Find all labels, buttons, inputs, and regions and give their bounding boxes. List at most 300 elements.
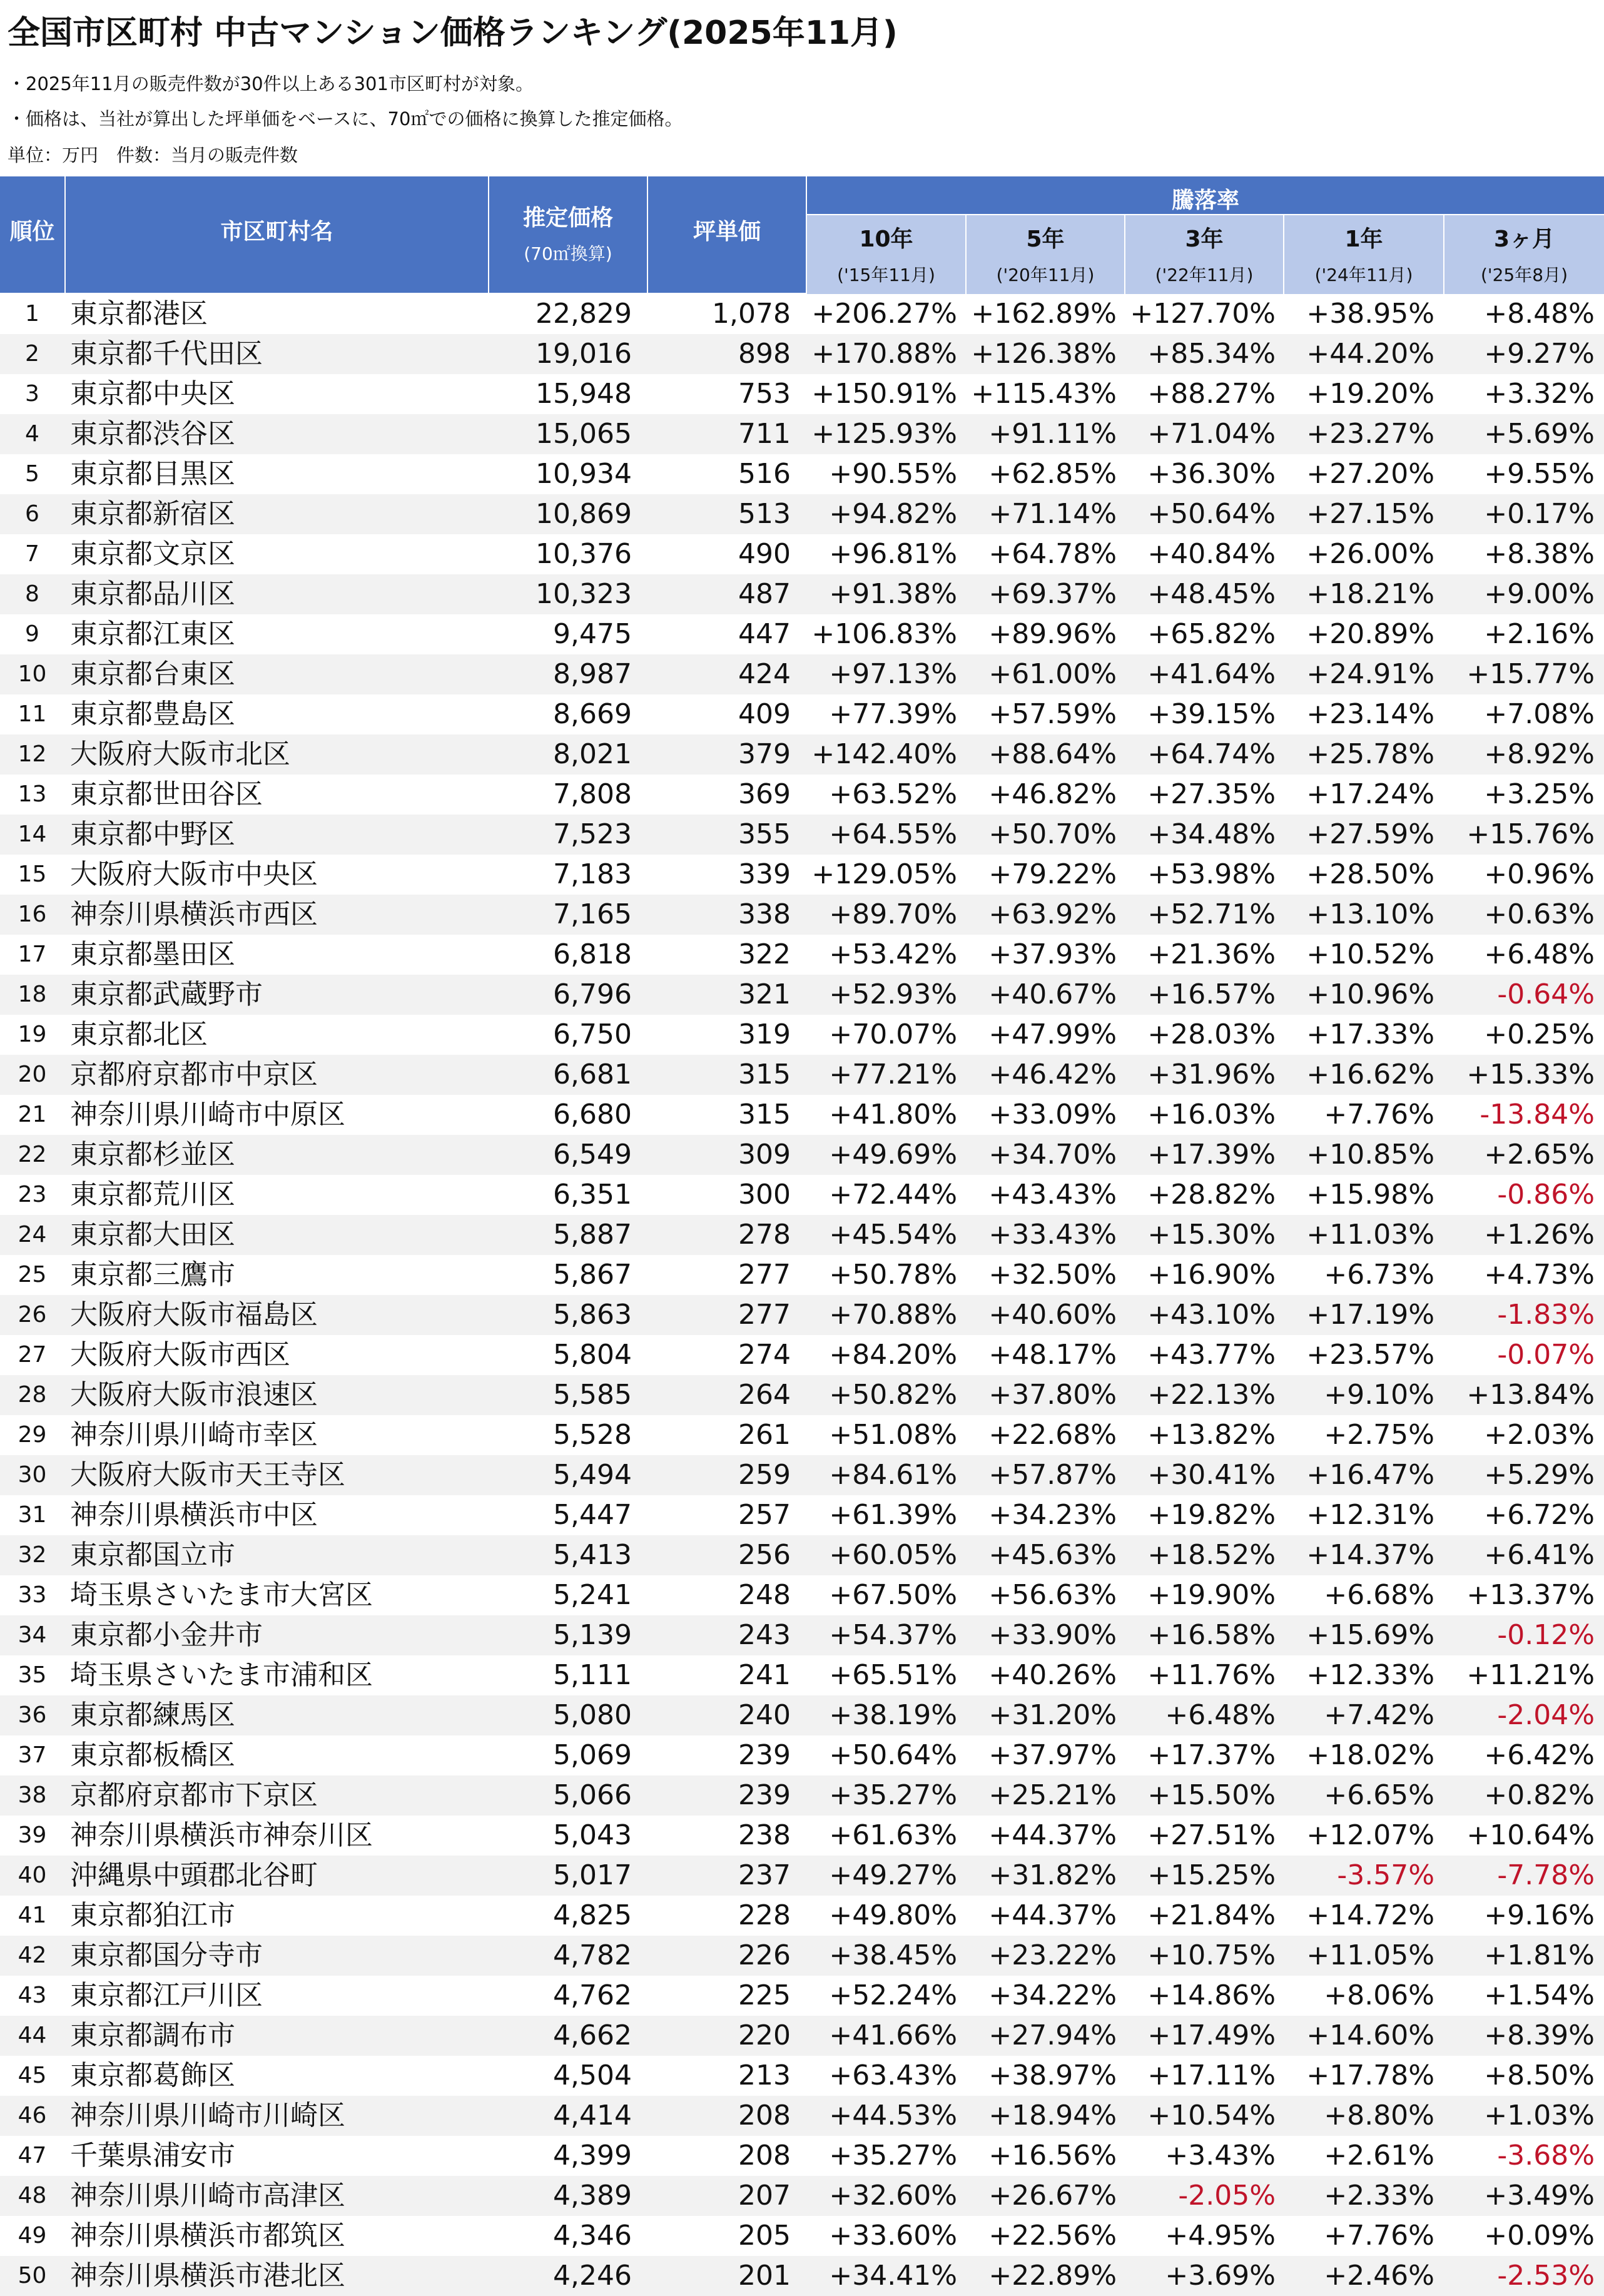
table-row — [0, 1775, 1604, 1816]
rank-cell: 10 — [18, 661, 47, 687]
change-10y-cell: +33.60% — [829, 2220, 957, 2252]
change-3m-cell: +0.96% — [1484, 858, 1595, 890]
change-3y-cell: +10.54% — [1147, 2100, 1276, 2131]
tsubo-price-cell: 322 — [738, 938, 791, 970]
period-sublabel: ('15年11月) — [837, 265, 935, 285]
change-3y-cell: +16.57% — [1147, 978, 1276, 1010]
tsubo-price-cell: 228 — [738, 1899, 791, 1931]
table-row — [0, 574, 1604, 614]
tsubo-price-cell: 261 — [738, 1419, 791, 1451]
rank-cell: 47 — [18, 2143, 47, 2168]
change-3m-cell: -0.64% — [1497, 978, 1595, 1010]
tsubo-price-cell: 338 — [738, 898, 791, 930]
change-5y-cell: +46.82% — [988, 778, 1117, 810]
change-5y-cell: +40.26% — [988, 1659, 1117, 1691]
change-3y-cell: +30.41% — [1147, 1459, 1276, 1491]
change-3y-cell: +15.50% — [1147, 1779, 1276, 1811]
table-row — [0, 775, 1604, 815]
change-3m-cell: +15.77% — [1466, 658, 1595, 690]
rank-cell: 27 — [18, 1342, 47, 1368]
municipality-name-cell: 東京都狛江市 — [70, 1899, 235, 1931]
estimated-price-cell: 10,323 — [536, 578, 632, 610]
change-3m-cell: +15.33% — [1466, 1059, 1595, 1090]
change-3m-cell: +1.03% — [1484, 2100, 1595, 2131]
table-row — [0, 2016, 1604, 2056]
table-row — [0, 1575, 1604, 1615]
change-3m-cell: +8.48% — [1484, 298, 1595, 330]
change-1y-cell: +15.69% — [1306, 1619, 1434, 1651]
change-1y-cell: +2.75% — [1324, 1419, 1434, 1451]
rank-cell: 43 — [18, 1983, 47, 2008]
table-row — [0, 1335, 1604, 1375]
change-1y-cell: +13.10% — [1306, 898, 1434, 930]
table-row — [0, 1095, 1604, 1135]
table-row — [0, 1856, 1604, 1896]
tsubo-price-cell: 237 — [738, 1859, 791, 1891]
municipality-name-cell: 大阪府大阪市北区 — [70, 738, 290, 770]
header-period-5y — [967, 215, 1125, 294]
estimated-price-cell: 5,528 — [553, 1419, 632, 1451]
rank-cell: 19 — [18, 1022, 47, 1047]
change-1y-cell: +2.33% — [1324, 2180, 1434, 2212]
municipality-name-cell: 埼玉県さいたま市大宮区 — [70, 1579, 373, 1611]
estimated-price-cell: 4,414 — [553, 2100, 632, 2131]
change-10y-cell: +41.80% — [829, 1099, 957, 1130]
tsubo-price-cell: 409 — [738, 698, 791, 730]
change-5y-cell: +64.78% — [988, 538, 1117, 570]
change-3y-cell: +71.04% — [1147, 418, 1276, 450]
change-3m-cell: +3.49% — [1484, 2180, 1595, 2212]
rank-cell: 29 — [18, 1422, 47, 1448]
change-3y-cell: +19.82% — [1147, 1499, 1276, 1531]
table-row — [0, 534, 1604, 574]
rank-cell: 20 — [18, 1062, 47, 1087]
change-3y-cell: +52.71% — [1147, 898, 1276, 930]
header-price-sublabel: (70㎡換算) — [524, 243, 612, 264]
change-1y-cell: +23.57% — [1306, 1339, 1434, 1371]
table-row — [0, 1615, 1604, 1655]
rank-cell: 32 — [18, 1542, 47, 1568]
change-3y-cell: +16.03% — [1147, 1099, 1276, 1130]
change-3m-cell: -1.83% — [1497, 1299, 1595, 1331]
table-row — [0, 1215, 1604, 1255]
change-10y-cell: +50.82% — [829, 1379, 957, 1411]
change-1y-cell: +27.20% — [1306, 458, 1434, 490]
change-3m-cell: +0.82% — [1484, 1779, 1595, 1811]
change-3y-cell: +27.35% — [1147, 778, 1276, 810]
rank-cell: 6 — [25, 501, 39, 527]
change-5y-cell: +89.96% — [988, 618, 1117, 650]
tsubo-price-cell: 1,078 — [712, 298, 791, 330]
tsubo-price-cell: 319 — [738, 1018, 791, 1050]
change-10y-cell: +150.91% — [811, 378, 957, 410]
change-1y-cell: +17.33% — [1306, 1018, 1434, 1050]
change-1y-cell: +2.61% — [1324, 2140, 1434, 2172]
municipality-name-cell: 神奈川県横浜市中区 — [70, 1499, 318, 1531]
municipality-name-cell: 神奈川県川崎市高津区 — [70, 2180, 345, 2212]
rank-cell: 4 — [25, 421, 39, 447]
table-row — [0, 2176, 1604, 2216]
rank-cell: 23 — [18, 1182, 47, 1207]
estimated-price-cell: 4,246 — [553, 2260, 632, 2292]
table-row — [0, 1375, 1604, 1415]
change-3y-cell: +27.51% — [1147, 1819, 1276, 1851]
estimated-price-cell: 5,413 — [553, 1539, 632, 1571]
table-row — [0, 454, 1604, 494]
table-row — [0, 1135, 1604, 1175]
period-sublabel: ('20年11月) — [996, 265, 1095, 285]
header-name — [66, 176, 489, 294]
table-row — [0, 654, 1604, 694]
municipality-name-cell: 東京都墨田区 — [70, 938, 235, 970]
change-3y-cell: +65.82% — [1147, 618, 1276, 650]
municipality-name-cell: 東京都武蔵野市 — [70, 978, 263, 1010]
rank-cell: 40 — [18, 1862, 47, 1888]
change-3y-cell: +22.13% — [1147, 1379, 1276, 1411]
rank-cell: 46 — [18, 2103, 47, 2128]
change-5y-cell: +61.00% — [988, 658, 1117, 690]
estimated-price-cell: 5,080 — [553, 1699, 632, 1731]
table-row — [0, 815, 1604, 855]
period-label: 10年 — [859, 226, 913, 252]
tsubo-price-cell: 321 — [738, 978, 791, 1010]
rank-cell: 49 — [18, 2223, 47, 2248]
change-5y-cell: +40.67% — [988, 978, 1117, 1010]
header-name-label: 市区町村名 — [220, 219, 333, 245]
change-3m-cell: +6.41% — [1484, 1539, 1595, 1571]
estimated-price-cell: 10,376 — [536, 538, 632, 570]
rank-cell: 24 — [18, 1222, 47, 1247]
estimated-price-cell: 15,065 — [536, 418, 632, 450]
change-10y-cell: +142.40% — [811, 738, 957, 770]
tsubo-price-cell: 274 — [738, 1339, 791, 1371]
change-5y-cell: +34.23% — [988, 1499, 1117, 1531]
change-3y-cell: +10.75% — [1147, 1939, 1276, 1971]
table-row — [0, 1735, 1604, 1775]
tsubo-price-cell: 424 — [738, 658, 791, 690]
table-row — [0, 1415, 1604, 1455]
rank-cell: 8 — [25, 581, 39, 607]
header-period-3y — [1125, 215, 1284, 294]
municipality-name-cell: 東京都練馬区 — [70, 1699, 235, 1731]
change-3m-cell: -0.12% — [1497, 1619, 1595, 1651]
rank-cell: 11 — [18, 701, 47, 727]
change-5y-cell: +63.92% — [988, 898, 1117, 930]
change-10y-cell: +50.64% — [829, 1739, 957, 1771]
change-3m-cell: +6.42% — [1484, 1739, 1595, 1771]
change-10y-cell: +38.45% — [829, 1939, 957, 1971]
change-10y-cell: +49.27% — [829, 1859, 957, 1891]
rank-cell: 5 — [25, 461, 39, 487]
rank-cell: 16 — [18, 902, 47, 927]
change-3y-cell: -2.05% — [1178, 2180, 1276, 2212]
tsubo-price-cell: 513 — [738, 498, 791, 530]
change-3m-cell: -2.04% — [1497, 1699, 1595, 1731]
table-row — [0, 855, 1604, 895]
estimated-price-cell: 9,475 — [553, 618, 632, 650]
tsubo-price-cell: 898 — [738, 338, 791, 370]
change-3m-cell: +0.09% — [1484, 2220, 1595, 2252]
period-label: 3ヶ月 — [1493, 226, 1555, 252]
tsubo-price-cell: 207 — [738, 2180, 791, 2212]
change-1y-cell: +14.37% — [1306, 1539, 1434, 1571]
municipality-name-cell: 東京都台東区 — [70, 658, 235, 690]
change-3y-cell: +4.95% — [1165, 2220, 1276, 2252]
estimated-price-cell: 4,662 — [553, 2019, 632, 2051]
table-row — [0, 1695, 1604, 1735]
change-10y-cell: +84.20% — [829, 1339, 957, 1371]
municipality-name-cell: 東京都文京区 — [70, 538, 235, 570]
change-3y-cell: +28.03% — [1147, 1018, 1276, 1050]
municipality-name-cell: 京都府京都市下京区 — [70, 1779, 318, 1811]
change-3m-cell: +2.65% — [1484, 1139, 1595, 1171]
municipality-name-cell: 東京都江戸川区 — [70, 1979, 263, 2011]
rank-cell: 22 — [18, 1142, 47, 1167]
change-5y-cell: +126.38% — [971, 338, 1117, 370]
municipality-name-cell: 東京都中央区 — [70, 378, 235, 410]
change-3y-cell: +88.27% — [1147, 378, 1276, 410]
change-1y-cell: +18.02% — [1306, 1739, 1434, 1771]
change-10y-cell: +97.13% — [829, 658, 957, 690]
rank-cell: 42 — [18, 1943, 47, 1968]
municipality-name-cell: 東京都小金井市 — [70, 1619, 263, 1651]
header-tsubo-label: 坪単価 — [693, 219, 761, 245]
change-5y-cell: +40.60% — [988, 1299, 1117, 1331]
change-3y-cell: +21.84% — [1147, 1899, 1276, 1931]
rank-cell: 13 — [18, 781, 47, 807]
change-3y-cell: +15.25% — [1147, 1859, 1276, 1891]
change-10y-cell: +84.61% — [829, 1459, 957, 1491]
change-5y-cell: +45.63% — [988, 1539, 1117, 1571]
change-10y-cell: +90.55% — [829, 458, 957, 490]
change-10y-cell: +96.81% — [829, 538, 957, 570]
change-10y-cell: +106.83% — [811, 618, 957, 650]
table-row — [0, 895, 1604, 935]
change-5y-cell: +16.56% — [988, 2140, 1117, 2172]
header-period-10y — [807, 215, 967, 294]
change-1y-cell: +38.95% — [1306, 298, 1434, 330]
change-1y-cell: +17.78% — [1306, 2060, 1434, 2091]
change-3m-cell: +1.81% — [1484, 1939, 1595, 1971]
change-10y-cell: +70.88% — [829, 1299, 957, 1331]
table-row — [0, 694, 1604, 734]
change-3y-cell: +17.37% — [1147, 1739, 1276, 1771]
municipality-name-cell: 東京都杉並区 — [70, 1139, 235, 1171]
change-3y-cell: +14.86% — [1147, 1979, 1276, 2011]
change-10y-cell: +70.07% — [829, 1018, 957, 1050]
rank-cell: 37 — [18, 1742, 47, 1768]
change-5y-cell: +33.09% — [988, 1099, 1117, 1130]
estimated-price-cell: 5,494 — [553, 1459, 632, 1491]
tsubo-price-cell: 256 — [738, 1539, 791, 1571]
municipality-name-cell: 東京都国分寺市 — [70, 1939, 263, 1971]
tsubo-price-cell: 243 — [738, 1619, 791, 1651]
tsubo-price-cell: 379 — [738, 738, 791, 770]
change-1y-cell: +16.62% — [1306, 1059, 1434, 1090]
estimated-price-cell: 4,346 — [553, 2220, 632, 2252]
change-1y-cell: +12.33% — [1306, 1659, 1434, 1691]
rank-cell: 44 — [18, 2023, 47, 2048]
change-5y-cell: +79.22% — [988, 858, 1117, 890]
rank-cell: 35 — [18, 1662, 47, 1688]
change-1y-cell: +8.06% — [1324, 1979, 1434, 2011]
rank-cell: 36 — [18, 1702, 47, 1728]
municipality-name-cell: 東京都中野区 — [70, 818, 235, 850]
tsubo-price-cell: 753 — [738, 378, 791, 410]
change-5y-cell: +32.50% — [988, 1259, 1117, 1291]
change-1y-cell: +9.10% — [1324, 1379, 1434, 1411]
municipality-name-cell: 神奈川県川崎市川崎区 — [70, 2100, 345, 2131]
estimated-price-cell: 10,934 — [536, 458, 632, 490]
estimated-price-cell: 5,069 — [553, 1739, 632, 1771]
estimated-price-cell: 5,043 — [553, 1819, 632, 1851]
municipality-name-cell: 埼玉県さいたま市浦和区 — [70, 1659, 373, 1691]
municipality-name-cell: 東京都世田谷区 — [70, 778, 263, 810]
estimated-price-cell: 6,549 — [553, 1139, 632, 1171]
estimated-price-cell: 7,165 — [553, 898, 632, 930]
change-1y-cell: +16.47% — [1306, 1459, 1434, 1491]
rank-cell: 1 — [25, 301, 39, 327]
municipality-name-cell: 東京都調布市 — [70, 2019, 235, 2051]
change-3y-cell: +15.30% — [1147, 1219, 1276, 1251]
change-1y-cell: +28.50% — [1306, 858, 1434, 890]
change-5y-cell: +115.43% — [971, 378, 1117, 410]
estimated-price-cell: 6,796 — [553, 978, 632, 1010]
change-10y-cell: +32.60% — [829, 2180, 957, 2212]
change-3m-cell: +15.76% — [1466, 818, 1595, 850]
change-5y-cell: +47.99% — [988, 1018, 1117, 1050]
change-5y-cell: +71.14% — [988, 498, 1117, 530]
estimated-price-cell: 4,825 — [553, 1899, 632, 1931]
change-3y-cell: +6.48% — [1165, 1699, 1276, 1731]
table-row — [0, 614, 1604, 654]
municipality-name-cell: 東京都江東区 — [70, 618, 235, 650]
estimated-price-cell: 10,869 — [536, 498, 632, 530]
table-row — [0, 975, 1604, 1015]
municipality-name-cell: 大阪府大阪市福島区 — [70, 1299, 318, 1331]
estimated-price-cell: 4,504 — [553, 2060, 632, 2091]
table-row — [0, 1495, 1604, 1535]
change-1y-cell: +14.60% — [1306, 2019, 1434, 2051]
rank-cell: 25 — [18, 1262, 47, 1288]
change-3m-cell: +2.03% — [1484, 1419, 1595, 1451]
change-3m-cell: -2.53% — [1497, 2260, 1595, 2292]
municipality-name-cell: 東京都板橋区 — [70, 1739, 235, 1771]
change-5y-cell: +22.89% — [988, 2260, 1117, 2292]
table-row — [0, 734, 1604, 775]
rank-cell: 26 — [18, 1302, 47, 1328]
municipality-name-cell: 大阪府大阪市浪速区 — [70, 1379, 318, 1411]
table-row — [0, 2096, 1604, 2136]
change-3m-cell: +1.54% — [1484, 1979, 1595, 2011]
change-1y-cell: +12.07% — [1306, 1819, 1434, 1851]
change-10y-cell: +94.82% — [829, 498, 957, 530]
change-3m-cell: +8.92% — [1484, 738, 1595, 770]
change-3y-cell: +17.11% — [1147, 2060, 1276, 2091]
change-10y-cell: +35.27% — [829, 1779, 957, 1811]
change-3m-cell: +5.69% — [1484, 418, 1595, 450]
change-3y-cell: +41.64% — [1147, 658, 1276, 690]
estimated-price-cell: 4,399 — [553, 2140, 632, 2172]
change-5y-cell: +34.22% — [988, 1979, 1117, 2011]
tsubo-price-cell: 213 — [738, 2060, 791, 2091]
change-3y-cell: +48.45% — [1147, 578, 1276, 610]
tsubo-price-cell: 355 — [738, 818, 791, 850]
change-5y-cell: +57.59% — [988, 698, 1117, 730]
municipality-name-cell: 東京都荒川区 — [70, 1179, 235, 1211]
change-3y-cell: +28.82% — [1147, 1179, 1276, 1211]
change-5y-cell: +23.22% — [988, 1939, 1117, 1971]
change-10y-cell: +50.78% — [829, 1259, 957, 1291]
tsubo-price-cell: 225 — [738, 1979, 791, 2011]
estimated-price-cell: 6,750 — [553, 1018, 632, 1050]
change-5y-cell: +27.94% — [988, 2019, 1117, 2051]
change-3y-cell: +64.74% — [1147, 738, 1276, 770]
municipality-name-cell: 東京都国立市 — [70, 1539, 235, 1571]
change-10y-cell: +89.70% — [829, 898, 957, 930]
estimated-price-cell: 6,680 — [553, 1099, 632, 1130]
municipality-name-cell: 東京都北区 — [70, 1018, 208, 1050]
header-price-label: 推定価格 — [522, 205, 613, 231]
municipality-name-cell: 大阪府大阪市天王寺区 — [70, 1459, 345, 1491]
change-1y-cell: +11.05% — [1306, 1939, 1434, 1971]
table-row — [0, 1936, 1604, 1976]
header-change — [807, 176, 1604, 215]
change-5y-cell: +88.64% — [988, 738, 1117, 770]
change-3m-cell: -3.68% — [1497, 2140, 1595, 2172]
change-1y-cell: +27.59% — [1306, 818, 1434, 850]
table-row — [0, 374, 1604, 414]
change-1y-cell: +44.20% — [1306, 338, 1434, 370]
change-3m-cell: +13.84% — [1466, 1379, 1595, 1411]
tsubo-price-cell: 447 — [738, 618, 791, 650]
table-row — [0, 334, 1604, 374]
table-row — [0, 1015, 1604, 1055]
estimated-price-cell: 5,867 — [553, 1259, 632, 1291]
change-3m-cell: +0.63% — [1484, 898, 1595, 930]
change-10y-cell: +60.05% — [829, 1539, 957, 1571]
header-price — [489, 176, 648, 294]
table-row — [0, 1455, 1604, 1495]
change-1y-cell: +10.85% — [1306, 1139, 1434, 1171]
change-10y-cell: +51.08% — [829, 1419, 957, 1451]
header-tsubo — [648, 176, 807, 294]
municipality-name-cell: 沖縄県中頭郡北谷町 — [70, 1859, 318, 1891]
change-5y-cell: +69.37% — [988, 578, 1117, 610]
change-1y-cell: +8.80% — [1324, 2100, 1434, 2131]
tsubo-price-cell: 208 — [738, 2100, 791, 2131]
estimated-price-cell: 19,016 — [536, 338, 632, 370]
change-5y-cell: +22.68% — [988, 1419, 1117, 1451]
rank-cell: 31 — [18, 1502, 47, 1528]
change-3y-cell: +17.49% — [1147, 2019, 1276, 2051]
header-rank-label: 順位 — [9, 219, 55, 245]
change-10y-cell: +77.39% — [829, 698, 957, 730]
rank-cell: 3 — [25, 381, 39, 407]
change-5y-cell: +26.67% — [988, 2180, 1117, 2212]
table-row — [0, 1535, 1604, 1575]
change-3y-cell: +3.43% — [1165, 2140, 1276, 2172]
change-1y-cell: +23.27% — [1306, 418, 1434, 450]
tsubo-price-cell: 241 — [738, 1659, 791, 1691]
period-sublabel: ('25年8月) — [1481, 265, 1568, 285]
change-10y-cell: +63.43% — [829, 2060, 957, 2091]
change-3y-cell: +3.69% — [1165, 2260, 1276, 2292]
estimated-price-cell: 6,351 — [553, 1179, 632, 1211]
change-3y-cell: +17.39% — [1147, 1139, 1276, 1171]
table-row — [0, 1175, 1604, 1215]
municipality-name-cell: 神奈川県横浜市西区 — [70, 898, 318, 930]
